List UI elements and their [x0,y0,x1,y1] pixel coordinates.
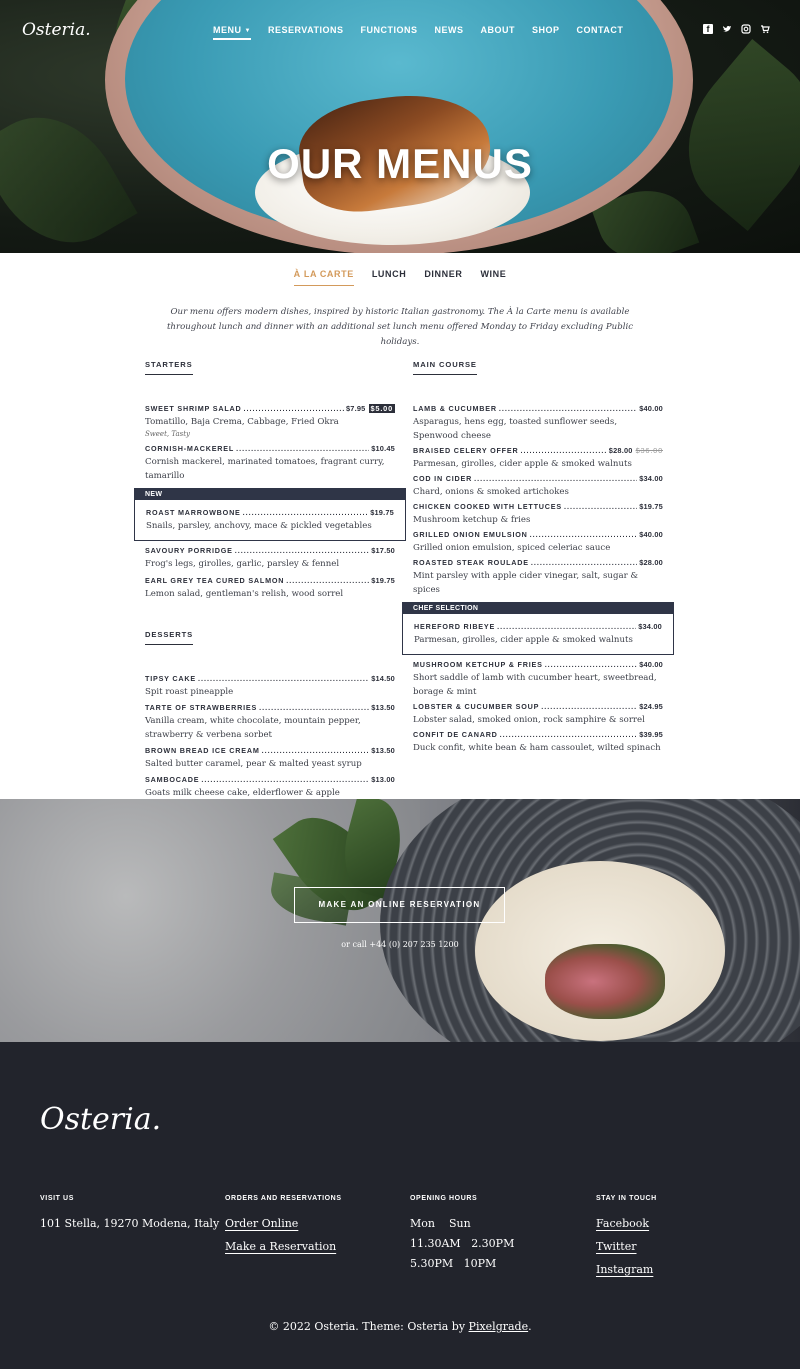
menu-item-price: $19.75 [370,508,394,517]
menu-item-description: Chard, onions & smoked artichokes [413,487,569,497]
menu-item-description: Cornish mackerel, marinated tomatoes, fragrant curry, tamarillo [145,457,385,481]
menu-item-name: MUSHROOM KETCHUP & FRIES [413,660,543,669]
menu-item [413,474,663,499]
menu-item-price: $19.75 [639,502,663,511]
top-nav [0,0,800,60]
menu-item [145,576,395,601]
instagram-icon[interactable] [741,24,751,34]
menu-item-name: LOBSTER & CUCUMBER SOUP [413,702,540,711]
menu-item-description: Frog's legs, girolles, garlic, parsley & fennel [145,559,340,569]
menu-item-title-row [413,702,663,713]
menu-item-name: CORNISH-MACKEREL [145,444,235,453]
menu-item-title-row [413,502,663,513]
footer-heading: OPENING HOURS [410,1195,478,1202]
section-heading-starters: STARTERS [145,360,193,375]
menu-item-price: $39.95 [639,730,663,739]
dot-leader [531,558,637,567]
copyright-suffix: . [528,1320,532,1333]
menu-item [145,703,395,742]
copyright [0,1320,800,1333]
footer-heading: STAY IN TOUCH [596,1195,657,1202]
footer [0,1042,800,1369]
facebook-icon[interactable]: f [703,24,713,34]
menu-item-name: TARTE OF STRAWBERRIES [145,703,258,712]
menu-item-price: $24.95 [639,702,663,711]
footer-stay [596,1195,657,1283]
section-heading-desserts: DESSERTS [145,630,193,645]
starters-list [145,404,395,601]
menu-item [413,404,663,443]
menu-item-name: EARL GREY TEA CURED SALMON [145,576,285,585]
dot-leader [262,746,370,755]
twitter-icon[interactable] [722,24,732,34]
menu-item [145,488,395,541]
tab-wine[interactable]: WINE [480,269,507,279]
menu-item-name: ROAST MARROWBONE [146,508,241,517]
menu-item-description: Grilled onion emulsion, spiced celeriac sauce [413,543,611,553]
copyright-text: © 2022 Osteria. Theme: Osteria by [268,1320,469,1333]
menu-item-title-row [413,446,663,457]
nav-item-reservations[interactable]: RESERVATIONS [267,25,344,35]
menu-item-title-row [413,730,663,741]
tab-lunch[interactable]: LUNCH [371,269,407,279]
menu-item-title-row [413,660,663,671]
menu-item-description: Mint parsley with apple cider vinegar, salt, sugar & spices [413,571,639,595]
menu-item-price: $17.50 [371,546,395,555]
hero-title: OUR MENUS [267,140,533,187]
hours-line: 11.30AM 2.30PM [410,1237,515,1250]
menu-item [145,775,395,800]
cart-icon[interactable] [760,24,770,34]
menu-item-price: $40.00 [639,530,663,539]
highlight-badge: CHEF SELECTION [403,603,673,614]
main-menu [213,25,640,35]
menu-item-price: $7.95 [346,404,366,413]
menu-item-name: SAVOURY PORRIDGE [145,546,233,555]
menu-item-description: Goats milk cheese cake, elderflower & apple [145,788,340,798]
menu-item-price: $13.50 [371,746,395,755]
highlight-box [402,602,674,655]
menu-item [413,558,663,597]
dot-leader [286,576,369,585]
menu-item [413,502,663,527]
menu-item-name: HEREFORD RIBEYE [414,622,496,631]
footer-heading: ORDERS AND RESERVATIONS [225,1195,342,1202]
menu-item-description: Spit roast pineapple [145,687,234,697]
menu-item-price: $13.50 [371,703,395,712]
menu-item-title-row [413,474,663,485]
menu-item [145,444,395,483]
dot-leader [497,622,636,631]
desserts-list [145,674,395,800]
nav-item-news[interactable]: NEWS [434,25,464,35]
nav-item-contact[interactable]: CONTACT [576,25,624,35]
hero [0,0,800,253]
menu-item-description: Salted butter caramel, pear & malted yeast syrup [145,759,362,769]
dot-leader [244,404,344,413]
menu-item-name: CHICKEN COOKED WITH LETTUCES [413,502,562,511]
address: 101 Stella, 19270 Modena, Italy [40,1217,220,1230]
menu-intro: Our menu offers modern dishes, inspired by historic Italian gastronomy. The À la Carte menu is available throughout lunch and dinner with an additional set lunch menu offered Monday to Friday excluding Public holidays. [166,307,634,347]
menu-item [145,546,395,571]
dot-leader [259,703,369,712]
menu-item-description: Vanilla cream, white chocolate, mountain pepper, strawberry & verbena sorbet [145,716,361,740]
menu-column-right [413,352,663,755]
menu-item-name: CONFIT DE CANARD [413,730,498,739]
hours-line: Mon Sun [410,1217,471,1230]
caret-down-icon: ▼ [244,27,251,34]
menu-item-name: GRILLED ONION EMULSION [413,530,528,539]
menu-item-price: $40.00 [639,660,663,669]
menu-item-title-row [413,558,663,569]
menu-item-price: $10.45 [371,444,395,453]
menu-item-title-row [145,703,395,714]
menu-item-title-row [145,746,395,757]
nav-item-functions[interactable]: FUNCTIONS [360,25,418,35]
menu-item-description: Asparagus, hens egg, toasted sunflower seeds, Spenwood cheese [413,417,618,441]
menu-item [413,702,663,727]
menu-tabs [0,269,800,286]
menu-item-price: $28.00 [639,558,663,567]
main-course-list [413,404,663,755]
menu-item-title-row [146,508,394,519]
order-online-link[interactable]: Order Online [225,1217,299,1230]
menu-item-price: $34.00 [639,474,663,483]
hours-line: 5.30PM 10PM [410,1257,497,1270]
footer-orders [225,1195,342,1260]
menu-item-name: LAMB & CUCUMBER [413,404,497,413]
menu-item-name: COD IN CIDER [413,474,473,483]
footer-visit [40,1195,219,1234]
tab-dinner[interactable]: DINNER [424,269,463,279]
menu-item-title-row [145,404,395,415]
highlight-badge: NEW [135,489,405,500]
nav-item-label: MENU [213,25,242,35]
make-reservation-link[interactable]: Make a Reservation [225,1240,337,1253]
menu-item-name: BRAISED CELERY OFFER [413,446,519,455]
menu-item-title-row [145,546,395,557]
menu-item-title-row [413,530,663,541]
menu-item-description: Lemon salad, gentleman's relish, wood sorrel [145,589,344,599]
menu-item-price: $19.75 [371,576,395,585]
menu-item-description: Short saddle of lamb with cucumber heart, sweetbread, borage & mint [413,673,657,697]
menu-item-price: $28.00 [608,446,633,455]
dot-leader [198,674,369,683]
reservation-phone: or call +44 (0) 207 235 1200 [341,940,459,949]
menu-item [413,602,663,655]
menu-item-description: Mushroom ketchup & fries [413,515,531,525]
menu-item-price: $13.00 [371,775,395,784]
menu-item-price: $40.00 [639,404,663,413]
pixelgrade-link[interactable]: Pixelgrade [468,1320,529,1333]
instagram-link[interactable]: Instagram [596,1263,654,1276]
nav-item-shop[interactable]: SHOP [531,25,560,35]
online-reservation-button[interactable]: MAKE AN ONLINE RESERVATION [294,887,505,923]
dot-leader [235,546,369,555]
dot-leader [243,508,369,517]
menu-item-description: Parmesan, girolles, cider apple & smoked walnuts [413,459,632,469]
tab-a-la-carte[interactable]: À LA CARTE [294,269,354,286]
dot-leader [236,444,369,453]
menu-item [413,446,663,471]
old-price: $36.00 [635,446,663,455]
section-heading-main-course: MAIN COURSE [413,360,477,375]
dot-leader [545,660,638,669]
twitter-link[interactable]: Twitter [596,1240,637,1253]
dot-leader [499,404,637,413]
nav-item-menu[interactable] [213,25,251,35]
menu-item-title-row [145,576,395,587]
menu-item-description: Lobster salad, smoked onion, rock samphire & sorrel [413,715,645,725]
menu-item [145,746,395,771]
footer-heading: VISIT US [40,1195,74,1202]
garnish [545,944,665,1019]
menu-item-name: SWEET SHRIMP SALAD [145,404,242,413]
menu-item [413,660,663,699]
menu-item-title-row [145,444,395,455]
dot-leader [474,474,637,483]
menu-item [145,674,395,699]
dot-leader [520,446,606,455]
menu-item-price: $34.00 [638,622,662,631]
social-icons [703,24,770,34]
menu-item-description: Tomatillo, Baja Crema, Cabbage, Fried Okra [145,417,339,427]
facebook-link[interactable]: Facebook [596,1217,650,1230]
menu-item-name: BROWN BREAD ICE CREAM [145,746,260,755]
site-logo[interactable]: Osteria. [22,20,91,40]
highlight-box [134,488,406,541]
dot-leader [500,730,638,739]
dot-leader [201,775,369,784]
menu-item-price: $14.50 [371,674,395,683]
menu-item-description: Duck confit, white bean & ham cassoulet, wilted spinach [413,743,661,753]
dot-leader [564,502,637,511]
footer-logo[interactable]: Osteria. [40,1102,162,1137]
menu-item [145,404,395,440]
menu-item-title-row [145,775,395,786]
menu-item-title-row [413,404,663,415]
dot-leader [530,530,638,539]
menu-item-name: SAMBOCADE [145,775,200,784]
menu-item-description: Snails, parsley, anchovy, mace & pickled vegetables [146,521,372,531]
menu-item-title-row [145,674,395,685]
menu-item-note: Sweet, Tasty [145,430,190,438]
nav-item-about[interactable]: ABOUT [480,25,515,35]
menu-item-description: Parmesan, girolles, cider apple & smoked walnuts [414,635,633,645]
menu-item-title-row [414,622,662,633]
dot-leader [541,702,637,711]
menu-item [413,530,663,555]
menu-column-left [145,352,395,800]
menu-item-name: TIPSY CAKE [145,674,197,683]
sale-price: $5.00 [370,404,393,413]
footer-hours [410,1195,514,1274]
menu-item-name: ROASTED STEAK ROULADE [413,558,529,567]
menu-item [413,730,663,755]
